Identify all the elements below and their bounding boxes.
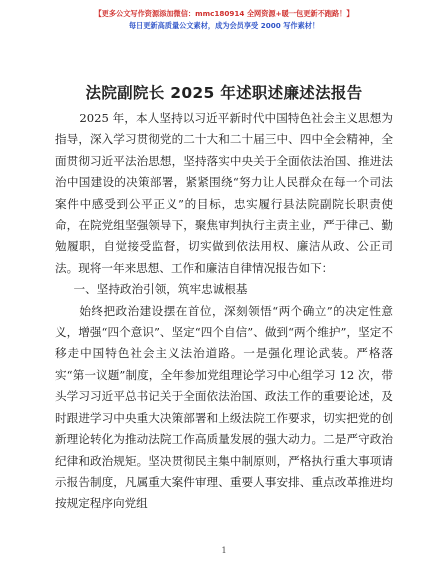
document-title: 法院副院长 2025 年述职述廉述法报告 xyxy=(85,84,363,102)
page-number: 1 xyxy=(221,546,227,555)
promo-banner xyxy=(0,9,448,31)
promo-line-blue: 每日更新高质量公文素材，成为会员享受 2000 写作素材！ xyxy=(128,21,320,30)
body-paragraph: 始终把政治建设摆在首位，深刻领悟“两个确立”的决定性意义，增强“四个意识”、坚定“四个自信”、做到“两个维护”，坚定不移走中国特色社会主义法治道路。一是强化理论武装。严格落实“第一议题”制度，全年参加党组理论学习中心组学习 12 次，带头学习习近平总书记关于全面依法治国、政法工作的重要论述，及时跟进学习中央重大决策部署和上级法院工作要求，切实把党的创新理论转化为推动法院工作高质量发展的强大动力。二是严守政治纪律和政治规矩。坚决贯彻民主集中制原则，严格执行重大事项请示报告制度，凡属重大案件审理、重要人事安排、重点改革推进均按规定程序向党组 xyxy=(55,303,393,511)
document-body xyxy=(55,108,393,515)
section-heading: 一、坚持政治引领，筑牢忠诚根基 xyxy=(73,282,248,297)
body-paragraph: 2025 年，本人坚持以习近平新时代中国特色社会主义思想为指导，深入学习贯彻党的二十大和二十届三中、四中全会精神，全面贯彻习近平法治思想，坚持落实中央关于全面依法治国、推进法治中国建设的决策部署，紧紧围绕“努力让人民群众在每一个司法案件中感受到公平正义”的目标，忠实履行县法院副院长职责使命，在院党组坚强领导下，聚焦审判执行主责主业，严于律己、勤勉履职，自觉接受监督，切实做到依法用权、廉洁从政、公正司法。现将一年来思想、工作和廉洁自律情况报告如下： xyxy=(55,111,393,275)
promo-line-red: 【更多公文写作资源添加微信：mmc180914 全网资源+暖一包更新不跑路！】 xyxy=(94,9,354,18)
